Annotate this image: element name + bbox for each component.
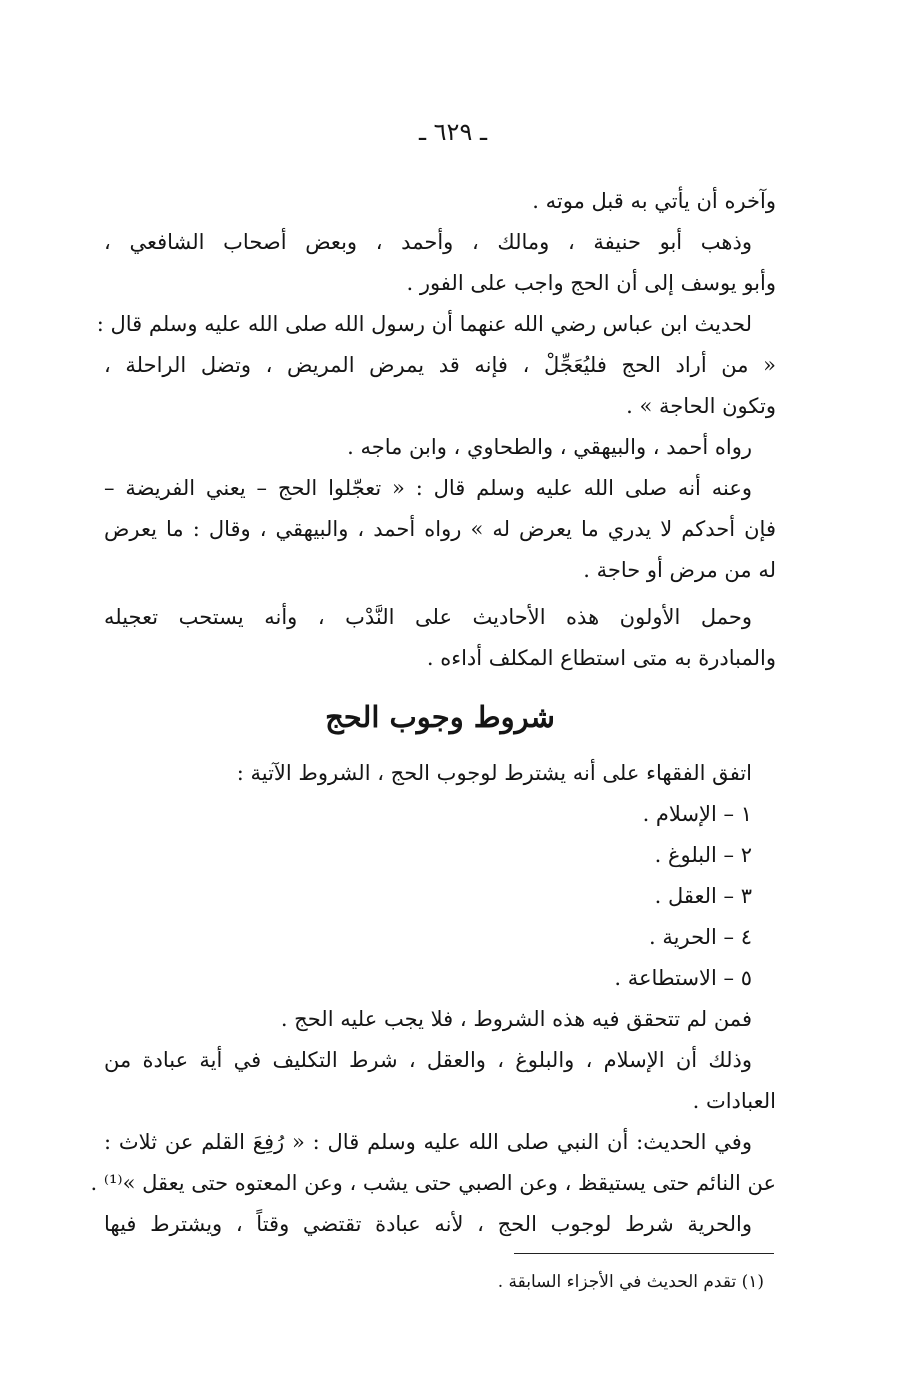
- text-line: لحديث ابن عباس رضي الله عنهما أن رسول الله صلى الله عليه وسلم قال :: [96, 312, 752, 336]
- conditions-intro: اتفق الفقهاء على أنه يشترط لوجوب الحج ، الشروط الآتية :: [236, 761, 752, 785]
- text-line: وذهب أبو حنيفة ، ومالك ، وأحمد ، وبعض أصحاب الشافعي ،: [104, 230, 752, 254]
- text-line: رواه أحمد ، والبيهقي ، والطحاوي ، وابن ماجه .: [347, 435, 752, 459]
- text-line: العبادات .: [692, 1089, 776, 1113]
- text-line: وآخره أن يأتي به قبل موته .: [532, 189, 776, 213]
- text-line: عن النائم حتى يستيقظ ، وعن الصبي حتى يشب ، وعن المعتوه حتى يعقل »⁽¹⁾ .: [90, 1171, 776, 1195]
- footnote: (١) تقدم الحديث في الأجزاء السابقة .: [497, 1272, 764, 1292]
- text-line: فإن أحدكم لا يدري ما يعرض له » رواه أحمد ، والبيهقي ، وقال : ما يعرض: [104, 517, 776, 541]
- text-line: فمن لم تتحقق فيه هذه الشروط ، فلا يجب عليه الحج .: [280, 1007, 752, 1031]
- footnote-divider: [514, 1253, 774, 1254]
- section-heading: شروط وجوب الحج: [325, 700, 555, 734]
- text-line: وفي الحديث: أن النبي صلى الله عليه وسلم قال : « رُفِعَ القلم عن ثلاث :: [104, 1130, 752, 1154]
- condition-item: ٢ – البلوغ .: [654, 843, 752, 867]
- text-line: وأبو يوسف إلى أن الحج واجب على الفور .: [406, 271, 776, 295]
- text-line: والمبادرة به متى استطاع المكلف أداءه .: [426, 646, 776, 670]
- condition-item: ٤ – الحرية .: [649, 925, 752, 949]
- text-line: « من أراد الحج فليُعَجِّلْ ، فإنه قد يمرض المريض ، وتضل الراحلة ،: [104, 353, 776, 377]
- text-line: وعنه أنه صلى الله عليه وسلم قال : « تعجّلوا الحج – يعني الفريضة –: [104, 476, 752, 500]
- text-line: له من مرض أو حاجة .: [583, 558, 776, 582]
- text-line: وذلك أن الإسلام ، والبلوغ ، والعقل ، شرط التكليف في أية عبادة من: [104, 1048, 752, 1072]
- condition-item: ٥ – الاستطاعة .: [614, 966, 752, 990]
- text-line: والحرية شرط لوجوب الحج ، لأنه عبادة تقتضي وقتاً ، ويشترط فيها: [104, 1212, 752, 1236]
- condition-item: ١ – الإسلام .: [642, 802, 752, 826]
- condition-item: ٣ – العقل .: [654, 884, 752, 908]
- text-line: وحمل الأولون هذه الأحاديث على النَّدْب ، وأنه يستحب تعجيله: [104, 605, 752, 629]
- conditions-section: [90, 753, 776, 1245]
- text-line: وتكون الحاجة » .: [626, 394, 776, 418]
- intro-text: [96, 181, 776, 679]
- page-number: ـ ٦٢٩ ـ: [418, 118, 487, 146]
